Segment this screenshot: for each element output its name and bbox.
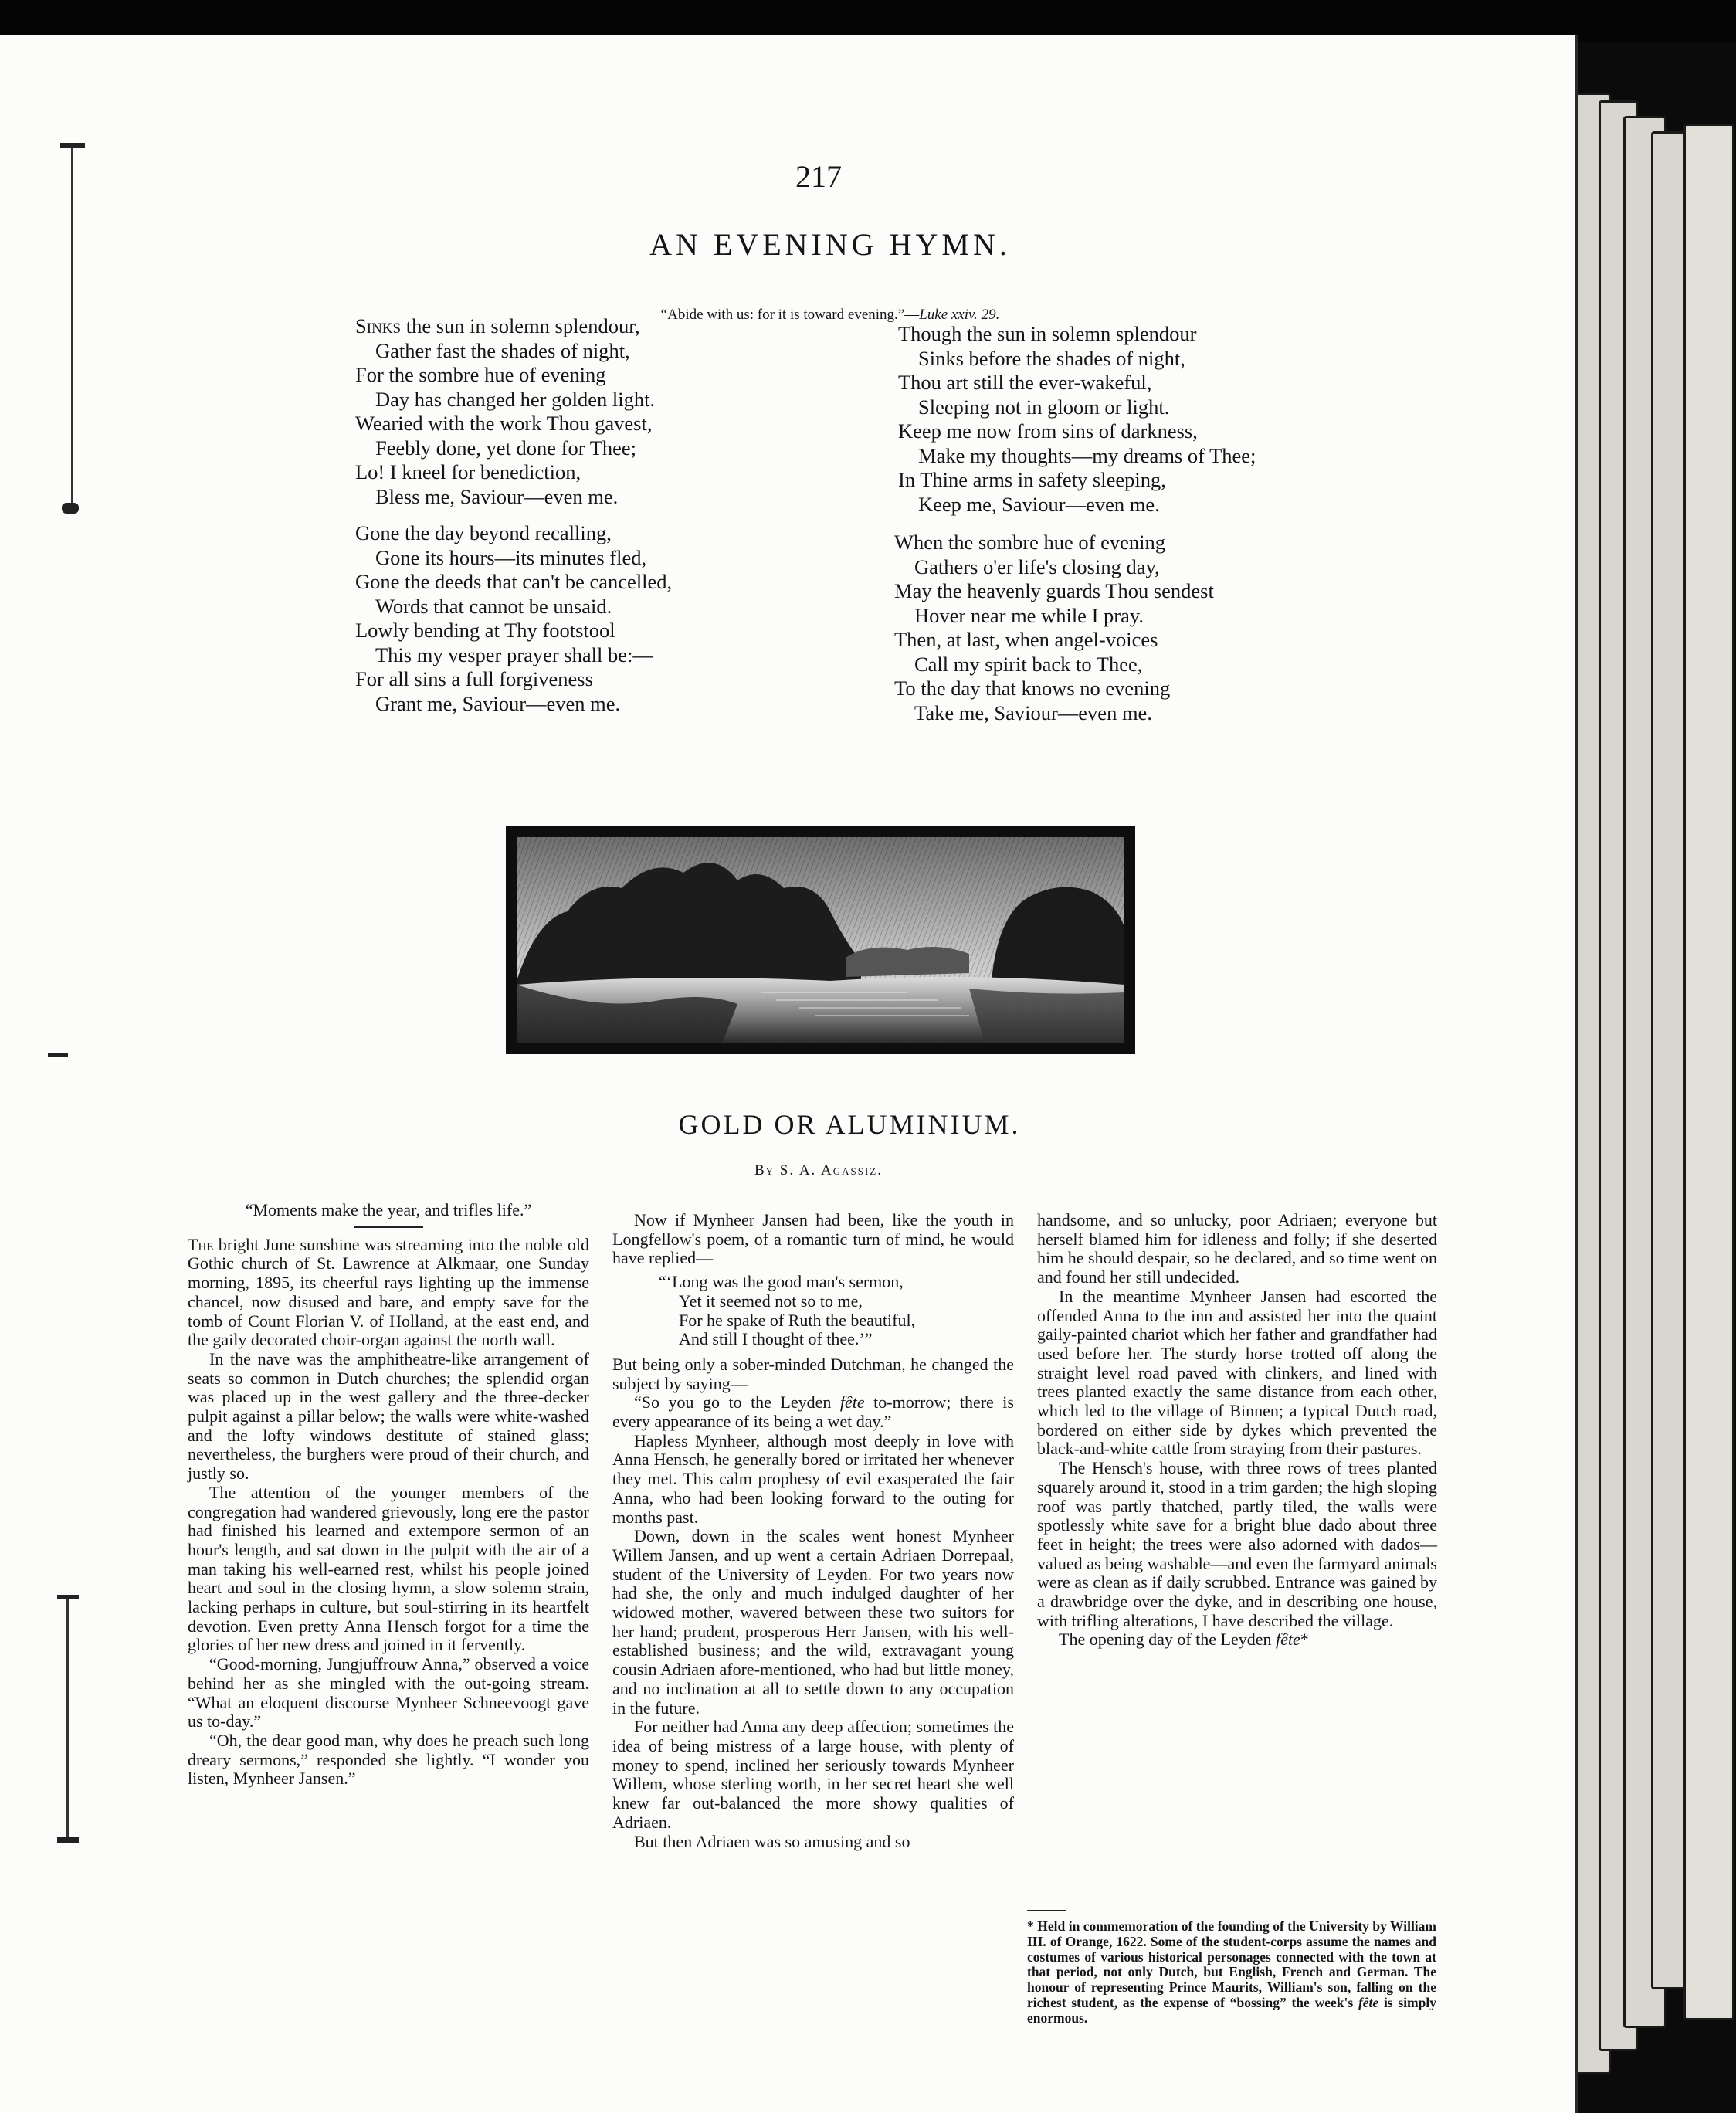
paragraph: The attention of the younger members of the congregation had wandered grievously, long ere the pastor had finished his learned and extempore sermon of an hour's length, and sat down in the pulpit with the air of a man taking his well-earned rest, whilst his people joined heart and soul in the closing hymn, a slow solemn strain, lacking perhaps in culture, but soul-stirring in its heartfelt devotion. Even pretty Anna Hensch forgot for a time the glories of her new dress and joined in it fervently. [188,1482,589,1655]
binding-mark [62,503,79,514]
stanza-line: For the sombre hue of evening [355,363,606,386]
verse-line: “‘Long was the good man's sermon, [659,1272,904,1292]
paragraph [1037,1630,1437,1650]
story-column-3 [1037,1211,1437,1650]
stanza-line-text: the sun in solemn splendour, [401,314,640,337]
verse-line: And still I thought of thee.’” [679,1329,873,1349]
stanza-line: To the day that knows no evening [894,677,1171,700]
book-page-edges [1575,46,1736,2113]
paragraph: “Oh, the dear good man, why does he preach such long dreary sermons,” responded she lightly. “I wonder you listen, Mynheer Jansen.” [188,1730,589,1789]
hymn-stanza-2 [355,521,672,716]
paragraph: In the nave was the amphitheatre-like arrangement of seats so common in Dutch churches; the splendid organ was placed up in the west gallery and the three-decker pulpit against a pillar below; the walls were white-washed and the lofty windows destitute of stained glass; nevertheless, the burghers were proud of their church, and justly so. [188,1348,589,1484]
stanza-line: Make my thoughts—my dreams of Thee; [918,443,1256,467]
paragraph: handsome, and so unlucky, poor Adriaen; everyone but herself blamed him for idleness and folly; if she deserted him he should despair, so he declared, and so time went on and found her still undecided. [1037,1210,1437,1287]
italic-word: fête [839,1392,865,1413]
story-column-2 [612,1211,1014,1851]
stanza-line: Lowly bending at Thy footstool [355,619,615,642]
paragraph: The Hensch's house, with three rows of trees planted squarely around it, stood in a trim garden; the high sloping roof was partly thatched, partly tiled, the walls were spotlessly white save for a bright blue dado about three feet in height; the trees were also adorned with dados—valued as being washable—and even the farmyard animals were as clean as if daily scrubbed. Entrance was gained by a drawbridge over the dyke, and in describing one house, with trifling alterations, I have described the village. [1037,1458,1437,1630]
italic-word: fête [1276,1630,1300,1650]
paragraph-text: The opening day of the Leyden [1059,1630,1277,1650]
paragraph-lead-word: The [188,1234,214,1254]
hymn-stanza-1 [355,314,655,509]
story-column-1 [188,1201,589,1789]
epigraph-reference: Luke xxiv. 29. [919,307,1000,323]
stanza-line: May the heavenly guards Thou sendest [894,579,1214,602]
binding-thread [66,1599,69,1839]
story-motto: “Moments make the year, and trifles life.” [245,1200,532,1219]
paragraph: Hapless Mynheer, although most deeply in love with Anna Hensch, he generally bored or irritated her whenever they met. This calm prophesy of evil exasperated the fair Anna, who had been looking forward to the outing for months past. [612,1430,1014,1527]
stanza-line: Keep me, Saviour—even me. [918,492,1160,516]
stanza-line: This my vesper prayer shall be:— [375,643,653,666]
story-title: GOLD OR ALUMINIUM. [678,1109,1021,1140]
paragraph: But being only a sober-minded Dutchman, he changed the subject by saying— [612,1354,1014,1393]
verse-line: For he spake of Ruth the beautiful, [679,1310,916,1330]
footnote-text: is simply enormous. [1027,1994,1436,2026]
page [0,35,1578,2113]
paragraph: For neither had Anna any deep affection; sometimes the idea of being mistress of a large house, with plenty of money to spend, inclined her seriously towards Mynheer Willem, whose sterling worth, in her secret heart she well knew far out-balanced the more showy qualities of Adriaen. [612,1717,1015,1832]
stanza-line: Gone the deeds that can't be cancelled, [355,570,673,593]
hymn-stanza-4 [894,531,1214,725]
paragraph [612,1393,1014,1431]
paragraph-text: bright June sunshine was streaming into the noble old Gothic church of St. Lawrence at Alkmaar, one Sunday morning, 1895, its cheerful rays lighting up the immense chancel, now disused and bare, and empty save for the tomb of Count Florian V. of Holland, at the east end, and the gaily decorated choir-organ against the north wall. [188,1234,589,1350]
footnote [1027,1910,1436,2027]
binding-thread [71,148,73,503]
paragraph-text: to-morrow; there is every appearance of its being a wet day.” [612,1392,1014,1432]
stanza-line: Words that cannot be unsaid. [375,594,612,618]
stanza-line: Grant me, Saviour—even me. [375,691,621,715]
stanza-line: Gone its hours—its minutes fled, [375,545,647,569]
footnote-text: * Held in commemoration of the founding of the University by William III. of Orange, 1622. Some of the student-corps assume the names and costumes of various historical personages connected with the town at that period, not only Dutch, but English, French and German. The honour of representing Prince Maurits, William's son, falling on the richest student, as the expense of “bossing” the week's [1027,1918,1436,2010]
stanza-line: Lo! I kneel for benediction, [355,460,581,483]
footnote-marker: * [1300,1630,1309,1650]
motto-rule [354,1226,423,1228]
binding-mark [57,1837,79,1843]
stanza-lead-word: Sinks [355,314,402,337]
paragraph: “Good-morning, Jungjuffrouw Anna,” observed a voice behind her as she mingled with the out-going stream. “What an eloquent discourse Mynheer Schneevoogt gave us to-day.” [188,1654,589,1731]
paragraph: Down, down in the scales went honest Mynheer Willem Jansen, and up went a certain Adriaen Dorrepaal, student of the University of Leyden. For two years now had she, the only and much indulged daughter of her widowed mother, wavered between these two suitors for her hand; prudent, prosperous Herr Jansen, with his well-established business; and the wild, extravagant young cousin Adriaen afore-mentioned, who had but little money, and no inclination at all to settle down to any occupation in the future. [612,1526,1014,1718]
stanza-line: Sleeping not in gloom or light. [918,395,1170,419]
stanza-line: Bless me, Saviour—even me. [375,484,619,508]
stanza-line: Call my spirit back to Thee, [914,652,1143,676]
quoted-verse [612,1273,1014,1349]
stanza-line: Hover near me while I pray. [914,603,1144,627]
paragraph: In the meantime Mynheer Jansen had escorted the offended Anna to the inn and assisted her into the quaint gaily-painted chariot which her father and grandfather had used before her. The sturdy horse trotted off along the straight level road paved with clinkers, and lined with trees planted exactly the same distance from each other, which led to the village of Binnen; a typical Dutch road, bordered on either side by dykes which prevented the black-and-white cattle from straying from their pastures. [1037,1286,1437,1459]
hymn-title: AN EVENING HYMN. [649,227,1011,262]
story-byline [602,1162,1035,1179]
stanza-line: Wearied with the work Thou gavest, [355,412,653,435]
river-landscape-engraving [506,826,1135,1054]
paragraph: But then Adriaen was so amusing and so [634,1831,910,1851]
hymn-stanza-3 [898,322,1256,517]
stanza-line: For all sins a full forgiveness [355,667,593,690]
stanza-line: Gone the day beyond recalling, [355,521,612,544]
stanza-line: When the sombre hue of evening [894,531,1166,554]
stanza-line: Feebly done, yet done for Thee; [375,436,637,460]
epigraph-quote: “Abide with us: for it is toward evening.”— [660,307,920,323]
italic-word: fête [1358,1994,1379,2010]
stanza-line: Take me, Saviour—even me. [914,700,1152,724]
stanza-line: Day has changed her golden light. [375,387,656,411]
stanza-line: Then, at last, when angel-voices [894,628,1158,651]
verse-line: Yet it seemed not so to me, [679,1291,863,1311]
paragraph-text: “So you go to the Leyden [634,1392,840,1413]
stanza-line: Though the sun in solemn splendour [898,322,1197,345]
stanza-line: Keep me now from sins of darkness, [898,419,1198,443]
landscape-image [506,826,1135,1054]
stanza-line: Gathers o'er life's closing day, [914,555,1160,578]
paragraph [188,1236,589,1350]
stanza-line: In Thine arms in safety sleeping, [898,468,1166,491]
footnote-rule [1027,1910,1066,1911]
paragraph: Now if Mynheer Jansen had been, like the youth in Longfellow's poem, of a romantic turn of mind, he would have replied— [612,1210,1014,1268]
page-number: 217 [795,159,842,194]
stanza-line: Sinks before the shades of night, [918,346,1185,370]
page-edge [1683,124,1734,2020]
byline-text: By S. A. Agassiz. [754,1162,883,1179]
stanza-line: Thou art still the ever-wakeful, [898,371,1152,394]
stanza-line: Gather fast the shades of night, [375,338,630,362]
binding-mark [48,1053,68,1057]
stanza-line [355,314,655,339]
